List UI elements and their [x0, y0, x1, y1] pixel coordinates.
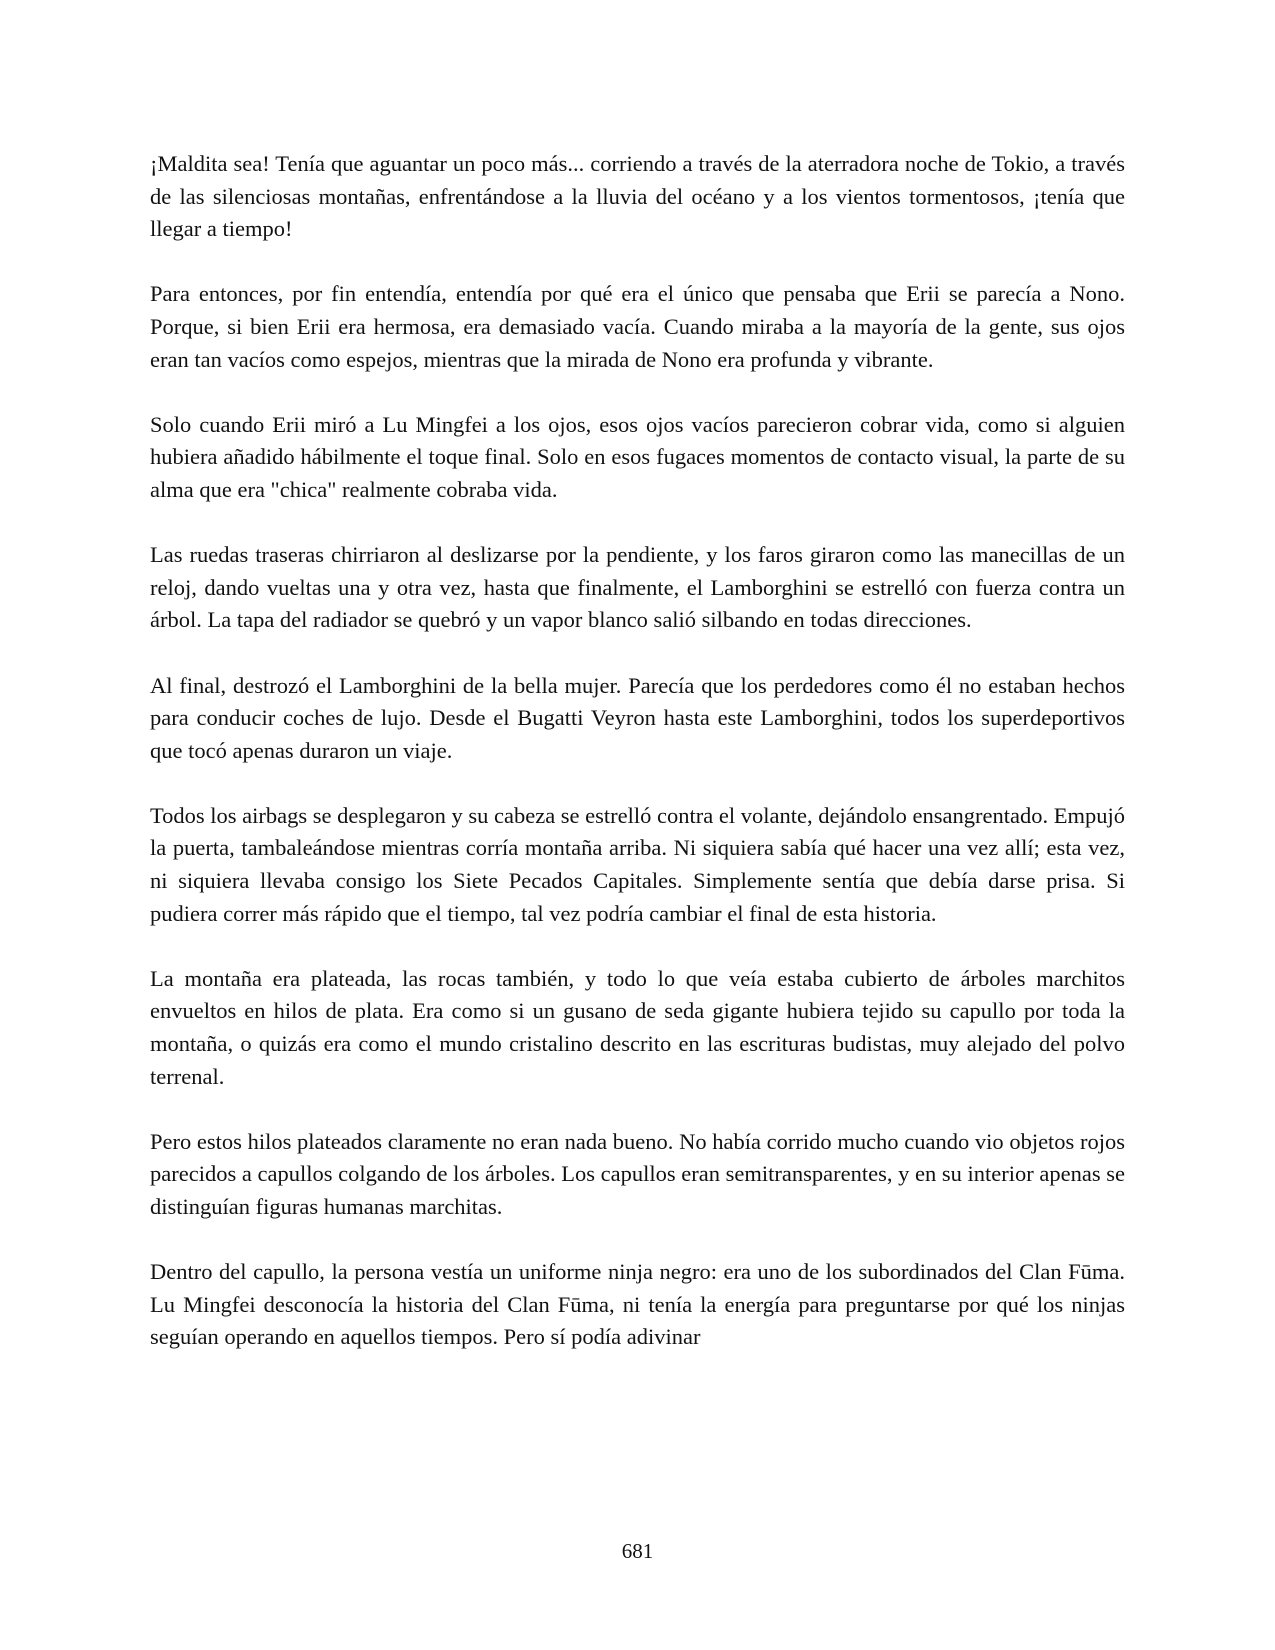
paragraph-2: Para entonces, por fin entendía, entendía por qué era el único que pensaba que Erii se parecía a Nono. Porque, si bien Erii era hermosa, era demasiado vacía. Cuando miraba a la mayoría de la gente, sus ojos eran tan vacíos como espejos, mientras que la mirada de Nono era profunda y vibrante.	[150, 281, 1125, 372]
paragraph-5: Al final, destrozó el Lamborghini de la bella mujer. Parecía que los perdedores como él no estaban hechos para conducir coches de lujo. Desde el Bugatti Veyron hasta este Lamborghini, todos los superdeportivos que tocó apenas duraron un viaje.	[150, 672, 1125, 763]
paragraph-9: Dentro del capullo, la persona vestía un uniforme ninja negro: era uno de los subordinados del Clan Fūma. Lu Mingfei desconocía la historia del Clan Fūma, ni tenía la energía para preguntarse por qué los ninjas seguían operando en aquellos tiempos. Pero sí podía adivinar	[150, 1259, 1125, 1350]
paragraph-1: ¡Maldita sea! Tenía que aguantar un poco más... corriendo a través de la aterradora noche de Tokio, a través de las silenciosas montañas, enfrentándose a la lluvia del océano y a los vientos tormentosos, ¡tenía que llegar a tiempo!	[150, 151, 1125, 242]
paragraph-6: Todos los airbags se desplegaron y su cabeza se estrelló contra el volante, dejándolo ensangrentado. Empujó la puerta, tambaleándose mientras corría montaña arriba. Ni siquiera sabía qué hacer una vez allí; esta vez, ni siquiera llevaba consigo los Siete Pecados Capitales. Simplemente sentía que debía darse prisa. Si pudiera correr más rápido que el tiempo, tal vez podría cambiar el final de esta historia.	[150, 802, 1125, 926]
body-text	[150, 148, 1125, 1354]
paragraph-7: La montaña era plateada, las rocas también, y todo lo que veía estaba cubierto de árboles marchitos envueltos en hilos de plata. Era como si un gusano de seda gigante hubiera tejido su capullo por toda la montaña, o quizás era como el mundo cristalino descrito en las escrituras budistas, muy alejado del polvo terrenal.	[150, 965, 1125, 1089]
paragraph-4: Las ruedas traseras chirriaron al deslizarse por la pendiente, y los faros giraron como las manecillas de un reloj, dando vueltas una y otra vez, hasta que finalmente, el Lamborghini se estrelló con fuerza contra un árbol. La tapa del radiador se quebró y un vapor blanco salió silbando en todas direcciones.	[150, 542, 1125, 633]
paragraph-3: Solo cuando Erii miró a Lu Mingfei a los ojos, esos ojos vacíos parecieron cobrar vida, como si alguien hubiera añadido hábilmente el toque final. Solo en esos fugaces momentos de contacto visual, la parte de su alma que era "chica" realmente cobraba vida.	[150, 411, 1125, 502]
paragraph-8: Pero estos hilos plateados claramente no eran nada bueno. No había corrido mucho cuando vio objetos rojos parecidos a capullos colgando de los árboles. Los capullos eran semitransparentes, y en su interior apenas se distinguían figuras humanas marchitas.	[150, 1128, 1125, 1219]
page-number: 681	[621, 1539, 654, 1563]
